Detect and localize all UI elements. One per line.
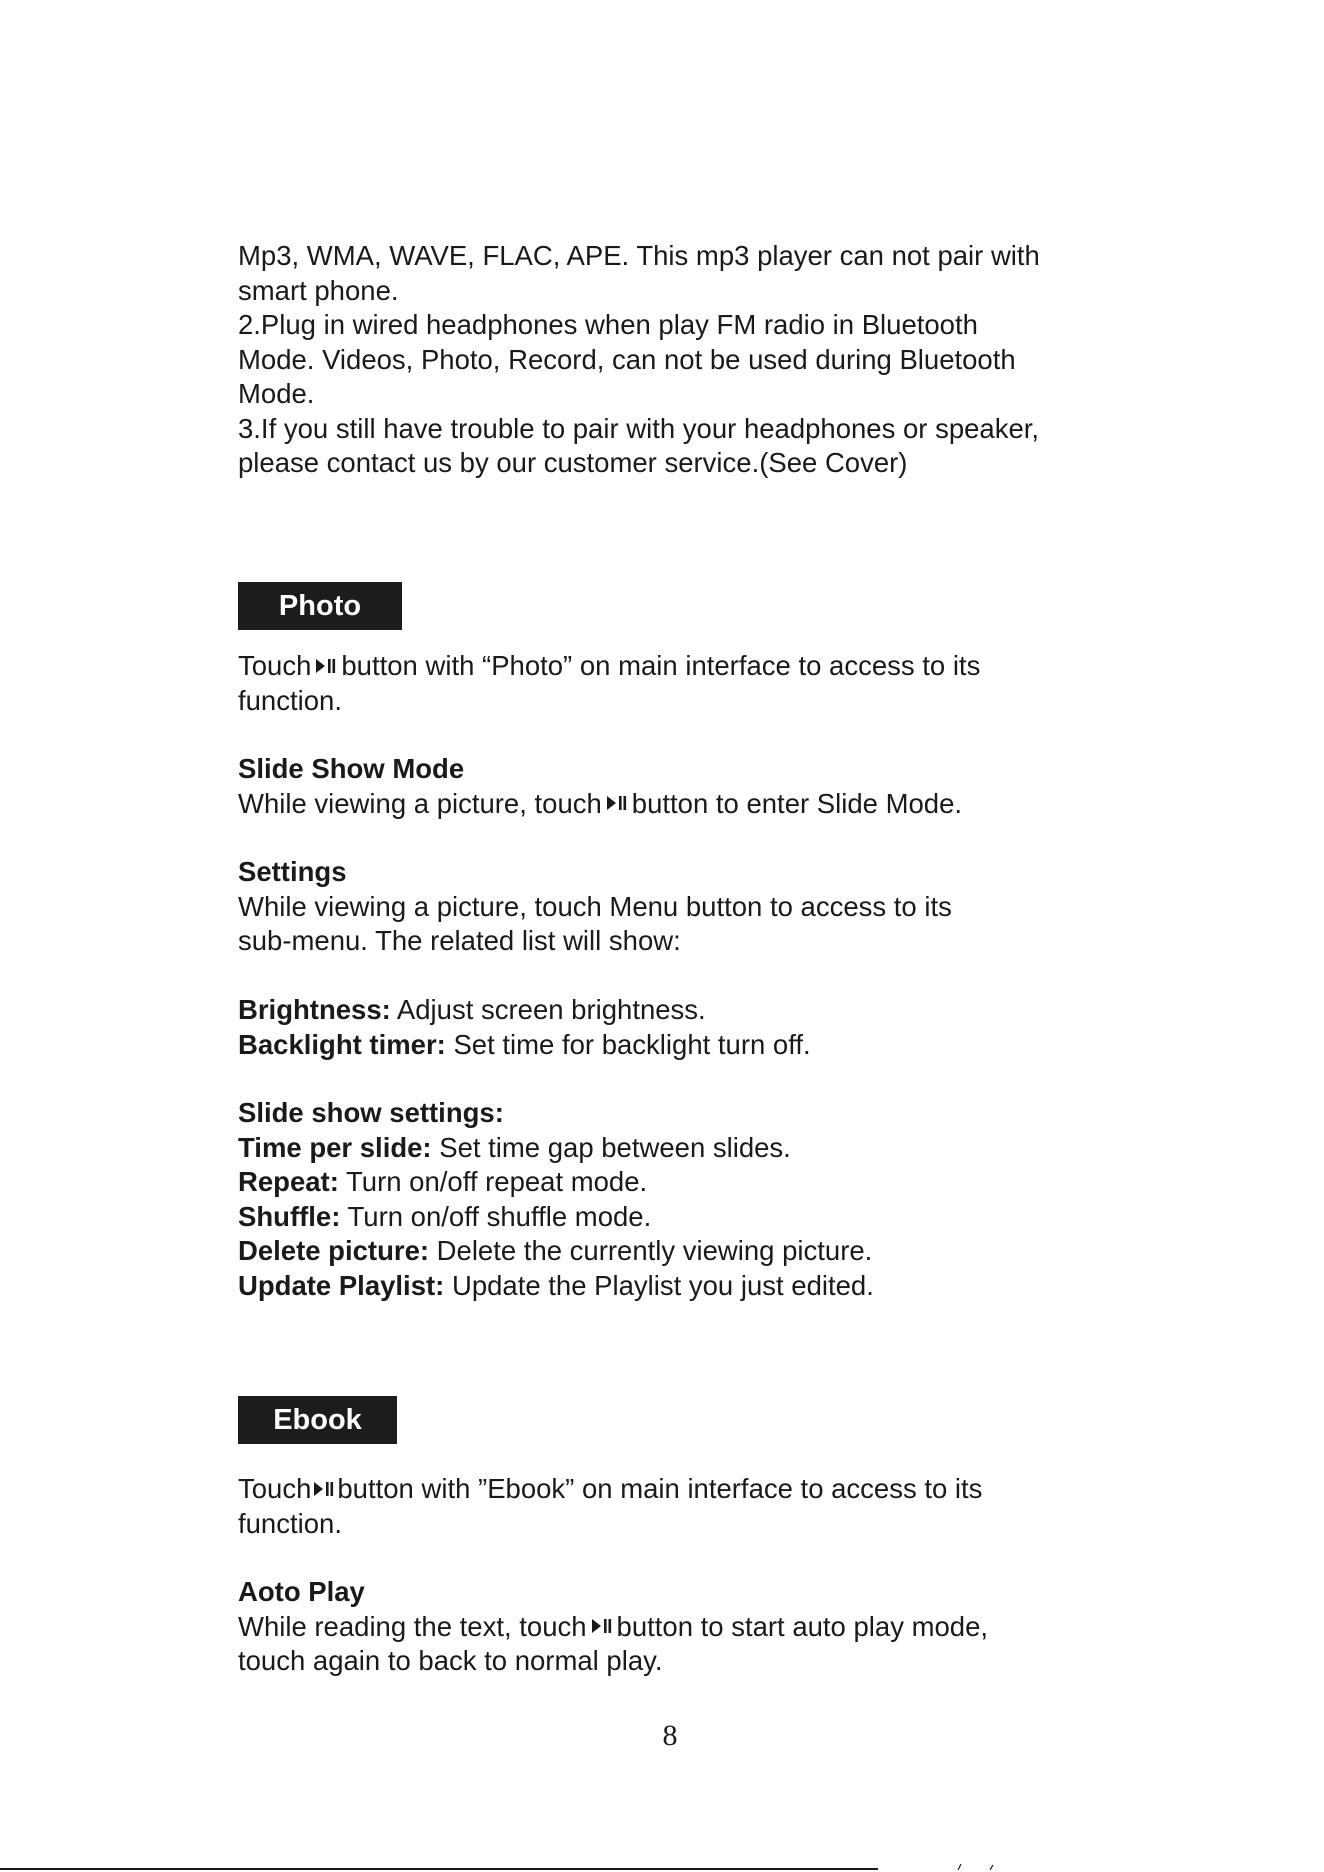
option-label: Time per slide: [238,1131,432,1163]
page-number: 8 [662,1719,678,1752]
photo-touch-post: button with “Photo” on main interface to access to its [341,650,981,681]
option-label: Brightness: [238,994,391,1025]
option-label: Backlight timer: [238,1028,446,1060]
slide-show-block [238,752,1118,821]
slide-show-text [238,787,1118,822]
intro-paragraph [238,239,1118,481]
option-backlight-timer [238,1028,1118,1063]
option-time-per-slide [238,1131,1118,1166]
slide-show-settings [238,1096,1118,1303]
play-pause-icon [313,1480,335,1498]
slide-show-heading: Slide Show Mode [238,753,465,784]
photo-intro [238,649,1118,718]
settings-line: sub-menu. The related list will show: [238,925,681,956]
slide-settings-heading: Slide show settings: [238,1097,504,1128]
option-label: Repeat: [238,1166,339,1197]
intro-line: Mode. [238,378,315,409]
ebook-section-title: Ebook [238,1396,397,1444]
auto-play-line2: touch again to back to normal play. [238,1645,663,1676]
option-delete-picture [238,1234,1118,1269]
auto-play-block [238,1575,1118,1679]
option-brightness [238,993,1118,1028]
auto-play-text [238,1610,1118,1645]
settings-line: While viewing a picture, touch Menu button to access to its [238,890,952,922]
option-label: Shuffle: [238,1200,341,1232]
photo-section-title: Photo [238,582,402,630]
option-update-playlist [238,1269,1118,1304]
play-pause-icon [606,794,628,812]
intro-line: please contact us by our customer service.(See Cover) [238,447,908,478]
option-repeat [238,1165,1118,1200]
option-text: Update the Playlist you just edited. [444,1269,874,1301]
crop-marks [950,1864,1010,1870]
ebook-touch-pre: Touch [238,1473,312,1504]
intro-line: Mp3, WMA, WAVE, FLAC, APE. This mp3 player can not pair with [238,240,1040,271]
slide-show-text-pre: While viewing a picture, touch [238,787,602,819]
option-label: Update Playlist: [238,1269,445,1301]
intro-line: Mode. Videos, Photo, Record, can not be used during Bluetooth [238,343,1016,375]
auto-play-text-post: button to start auto play mode, [616,1610,989,1642]
ebook-touch-post: button with ”Ebook” on main interface to access to its [337,1473,983,1504]
option-text: Delete the currently viewing picture. [429,1235,873,1266]
slide-show-text-post: button to enter Slide Mode. [631,787,963,819]
play-pause-icon [591,1617,613,1635]
settings-heading: Settings [238,856,347,887]
option-text: Set time gap between slides. [431,1131,791,1163]
photo-touch-line [238,649,1118,684]
ebook-intro [238,1472,1118,1541]
play-pause-icon [315,657,337,675]
intro-line: 2.Plug in wired headphones when play FM radio in Bluetooth [238,309,978,340]
ebook-touch-line2: function. [238,1507,342,1539]
intro-line: smart phone. [238,274,399,306]
auto-play-text-pre: While reading the text, touch [238,1610,587,1642]
option-label: Delete picture: [238,1235,430,1266]
settings-block [238,855,1118,959]
bottom-rule [0,1868,878,1870]
option-text: Turn on/off repeat mode. [338,1166,648,1197]
option-text: Set time for backlight turn off. [445,1028,811,1060]
ebook-touch-line [238,1472,1118,1507]
intro-line: 3.If you still have trouble to pair with your headphones or speaker, [238,412,1040,444]
display-options [238,993,1118,1062]
option-text: Turn on/off shuffle mode. [340,1200,652,1232]
option-shuffle [238,1200,1118,1235]
photo-touch-pre: Touch [238,650,312,681]
option-text: Adjust screen brightness. [390,994,706,1025]
photo-touch-line2: function. [238,684,342,716]
auto-play-heading: Aoto Play [238,1576,365,1607]
